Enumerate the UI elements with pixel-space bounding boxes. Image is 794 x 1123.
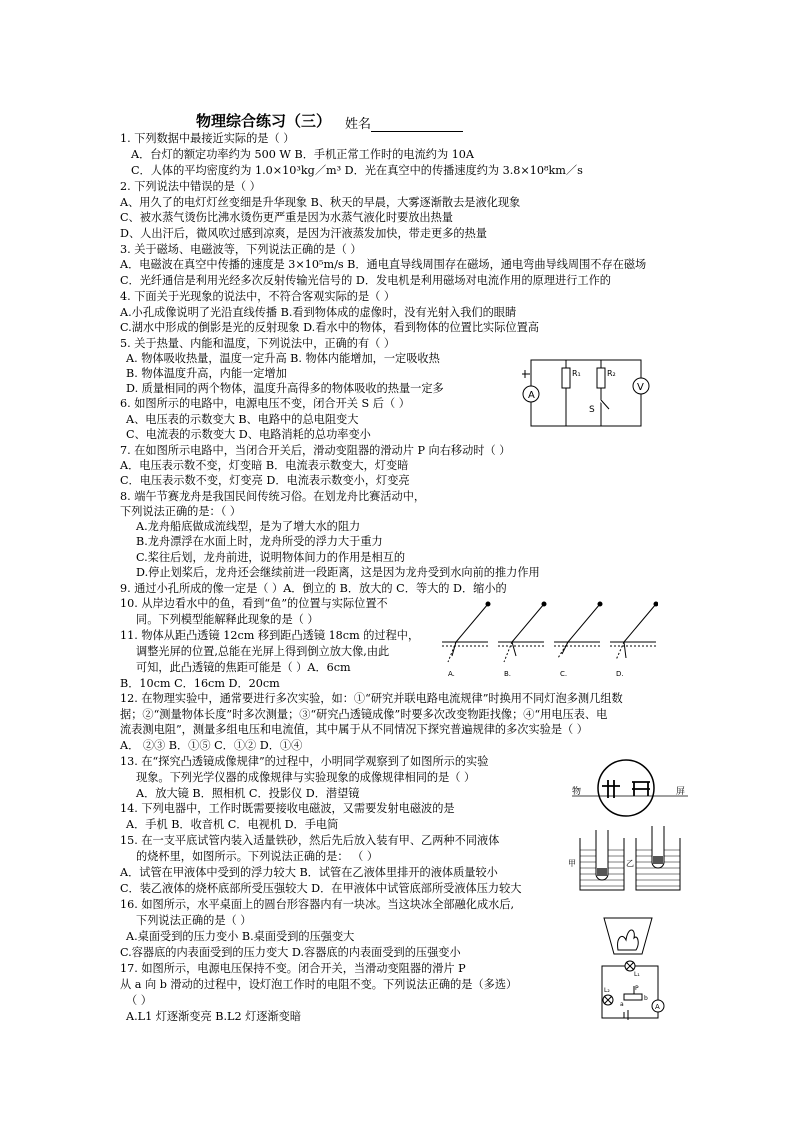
text-line: C.湖水中形成的倒影是光的反射现象 D.看水中的物体，看到物体的位置比实际位置高 bbox=[120, 321, 539, 334]
text-line: A.桌面受到的压力变小 B.桌面受到的压强变大 bbox=[126, 930, 355, 943]
name-field[interactable] bbox=[345, 113, 463, 132]
text-line: C．光纤通信是利用光经多次反射传输光信号的 D．发电机是利用磁场对电流作用的原理进行工作的 bbox=[120, 274, 611, 287]
text-line: D. 质量相同的两个物体，温度升高得多的物体吸收的热量一定多 bbox=[126, 382, 444, 395]
text-line: A．手机 B．收音机 C．电视机 D．手电筒 bbox=[126, 818, 339, 831]
circuit-figure-q6 bbox=[516, 354, 656, 434]
text-line: 同。下列模型能解释此现象的是（ ） bbox=[136, 613, 319, 626]
text-line: 可知，此凸透镜的焦距可能是（ ）A．6cm bbox=[136, 661, 351, 674]
text-line: 下列说法正确的是：（ ） bbox=[120, 505, 242, 518]
jia-label: 甲 bbox=[568, 859, 576, 868]
text-line: 6. 如图所示的电路中，电源电压不变，闭合开关 S 后（ ） bbox=[120, 397, 410, 410]
text-line: 15. 在一支平底试管内装入适量铁砂，然后先后放入装有甲、乙两种不同液体 bbox=[120, 834, 500, 847]
text-line: A．电磁波在真空中传播的速度是 3×10⁵m/s B．通电直导线周围存在磁场，通电弯曲导线周围不存在磁场 bbox=[120, 258, 647, 271]
model-c-label: C. bbox=[560, 670, 568, 678]
text-line: D.停止划桨后，龙舟还会继续前进一段距离，这是因为龙舟受到水向前的推力作用 bbox=[136, 566, 540, 579]
model-a-label: A. bbox=[448, 670, 455, 678]
l2-label: L₂ bbox=[604, 987, 610, 994]
text-line: 9. 通过小孔所成的像一定是（ ）A．倒立的 B．放大的 C．等大的 D．缩小的 bbox=[120, 582, 507, 595]
text-line: 3. 关于磁场、电磁波等，下列说法正确的是（ ） bbox=[120, 243, 362, 256]
text-line: 调整光屏的位置,总能在光屏上得到倒立放大像,由此 bbox=[136, 645, 390, 658]
a-label: a bbox=[620, 1001, 624, 1008]
text-line: 现象。下列光学仪器的成像规律与实验现象的成像规律相同的是（ ） bbox=[136, 771, 476, 784]
text-line: 据；②“测量物体长度”时多次测量；③“研究凸透镜成像”时要多次改变物距找像；④“用电压表、电 bbox=[120, 708, 608, 721]
text-line: C.桨往后划，龙舟前进，说明物体间力的作用是相互的 bbox=[136, 551, 406, 564]
text-line: 4. 下面关于光现象的说法中，不符合客观实际的是（ ） bbox=[120, 290, 396, 303]
refraction-models-figure-q10 bbox=[438, 598, 658, 680]
text-line: C．电压表示数不变，灯变亮 D．电流表示数变小，灯变亮 bbox=[120, 474, 410, 487]
text-line: 流表测电阻”，测量多组电压和电流值，其中属于从不同情况下探究普遍规律的多次实验是（ ） bbox=[120, 723, 588, 736]
text-line: 从 a 向 b 滑动的过程中，设灯泡工作时的电阻不变。下列说法正确的是（多选） bbox=[120, 978, 518, 991]
text-line: A.龙舟船底做成流线型，是为了增大水的阻力 bbox=[136, 520, 361, 533]
text-line: A．台灯的额定功率约为 500 W B．手机正常工作时的电流约为 10A bbox=[131, 148, 475, 161]
ammeter2-label: A bbox=[655, 1003, 660, 1011]
page-title: 物理综合练习（三） bbox=[196, 112, 332, 130]
yi-label: 乙 bbox=[626, 859, 634, 868]
beakers-figure-q15 bbox=[568, 824, 692, 894]
text-line: B. 物体温度升高，内能一定增加 bbox=[126, 367, 287, 380]
ammeter-label: A bbox=[528, 390, 535, 401]
voltmeter-label: V bbox=[637, 382, 644, 393]
text-line: B．10cm C．16cm D．20cm bbox=[120, 677, 280, 690]
text-line: C．人体的平均密度约为 1.0×10³kg／m³ D．光在真空中的传播速度约为 3.8×10⁸km／s bbox=[131, 164, 583, 177]
switch-label: S bbox=[589, 405, 595, 415]
b-label: b bbox=[644, 995, 648, 1002]
model-b-label: B. bbox=[504, 670, 512, 678]
text-line: A.L1 灯逐渐变亮 B.L2 灯逐渐变暗 bbox=[126, 1010, 302, 1023]
text-line: 5. 关于热量、内能和温度，下列说法中，正确的有（ ） bbox=[120, 337, 396, 350]
text-line: 14. 下列电器中，工作时既需要接收电磁波，又需要发射电磁波的是 bbox=[120, 802, 455, 815]
p-label: P bbox=[635, 985, 639, 992]
text-line: 8. 端午节赛龙舟是我国民间传统习俗。在划龙舟比赛活动中， bbox=[120, 490, 426, 503]
circuit-figure-q17 bbox=[594, 960, 672, 1024]
l1-label: L₁ bbox=[634, 971, 640, 978]
text-line: D、人出汗后，微风吹过感到凉爽，是因为汗液蒸发加快，带走更多的热量 bbox=[120, 227, 487, 240]
text-line: B.龙舟漂浮在水面上时，龙舟所受的浮力大于重力 bbox=[136, 535, 383, 548]
name-label: 姓名 bbox=[345, 117, 372, 132]
ice-container-figure-q16 bbox=[598, 914, 658, 958]
text-line: C、被水蒸气烫伤比沸水烫伤更严重是因为水蒸气液化时要放出热量 bbox=[120, 211, 453, 224]
text-line: C、电流表的示数变大 D、电路消耗的总功率变小 bbox=[126, 428, 371, 441]
object-label: 物 bbox=[572, 787, 582, 797]
text-line: 13. 在“探究凸透镜成像规律”的过程中，小明同学观察到了如图所示的实验 bbox=[120, 755, 489, 768]
text-line: 12. 在物理实验中，通常要进行多次实验，如：①“研究并联电路电流规律”时换用不同灯泡多测几组数 bbox=[120, 692, 623, 705]
text-line: 11. 物体从距凸透镜 12cm 移到距凸透镜 18cm 的过程中， bbox=[120, 629, 420, 642]
text-line: A、用久了的电灯灯丝变细是升华现象 B、秋天的早晨，大雾逐渐散去是液化现象 bbox=[120, 196, 521, 209]
text-line: C．装乙液体的烧杯底部所受压强较大 D．在甲液体中试管底部所受液体压力较大 bbox=[120, 882, 522, 895]
lens-experiment-figure-q13 bbox=[568, 758, 692, 818]
text-line: （ ） bbox=[126, 994, 152, 1007]
text-line: 下列说法正确的是（ ） bbox=[136, 914, 252, 927]
text-line: 16. 如图所示，水平桌面上的圆台形容器内有一块冰。当这块冰全部融化成水后, bbox=[120, 898, 515, 911]
text-line: 的烧杯里，如图所示。下列说法正确的是： （ ） bbox=[136, 850, 379, 863]
screen-label: 屏 bbox=[676, 787, 686, 797]
text-line: 10. 从岸边看水中的鱼，看到“鱼”的位置与实际位置不 bbox=[120, 597, 388, 610]
text-line: 1. 下列数据中最接近实际的是（ ） bbox=[120, 132, 295, 145]
r1-label: R₁ bbox=[572, 369, 581, 378]
text-line: A.小孔成像说明了光沿直线传播 B.看到物体成的虚像时，没有光射入我们的眼睛 bbox=[120, 306, 517, 319]
r2-label: R₂ bbox=[607, 369, 616, 378]
text-line: 17. 如图所示，电源电压保持不变。闭合开关，当滑动变阻器的滑片 P bbox=[120, 962, 466, 975]
text-line: A、电压表的示数变大 B、电路中的总电阻变大 bbox=[126, 413, 359, 426]
text-line: A． ②③ B．①⑤ C．①② D．①④ bbox=[120, 739, 303, 752]
text-line: A．试管在甲液体中受到的浮力较大 B．试管在乙液体里排开的液体质量较小 bbox=[120, 866, 498, 879]
text-line: 2. 下列说法中错误的是（ ） bbox=[120, 180, 261, 193]
text-line: A．放大镜 B．照相机 C．投影仪 D．潜望镜 bbox=[136, 787, 360, 800]
text-line: A. 物体吸收热量，温度一定升高 B. 物体内能增加，一定吸收热 bbox=[126, 352, 440, 365]
text-line: A．电压表示数不变，灯变暗 B．电流表示数变大，灯变暗 bbox=[120, 459, 409, 472]
model-d-label: D. bbox=[616, 670, 624, 678]
text-line: 7. 在如图所示电路中，当闭合开关后，滑动变阻器的滑动片 P 向右移动时（ ） bbox=[120, 444, 511, 457]
text-line: C.容器底的内表面受到的压力变大 D.容器底的内表面受到的压强变小 bbox=[120, 946, 461, 959]
name-blank-line bbox=[371, 119, 463, 132]
